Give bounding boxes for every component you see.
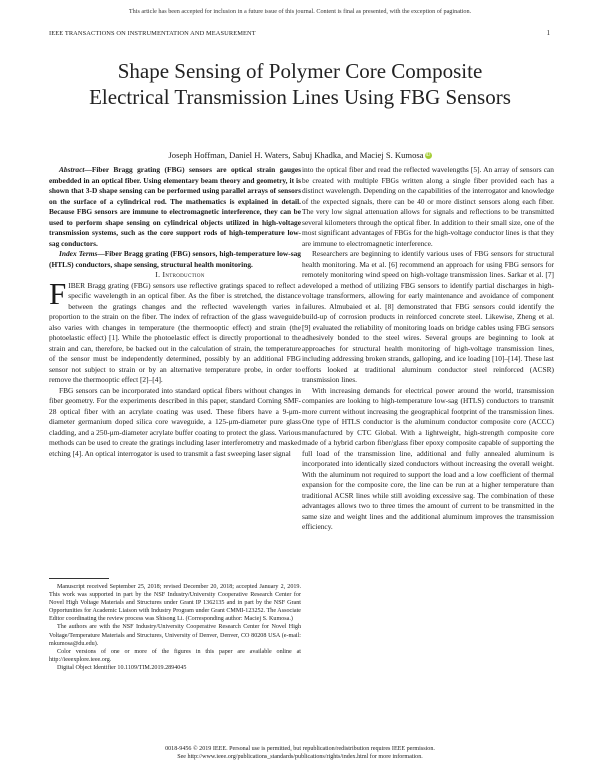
abstract-text: Fiber Bragg grating (FBG) sensors are optical strain gauges embedded in an optical fiber. Using elementary beam theory and geometry, it is shown that 3-D shape sensing can be performed using parallel arrays of sensors on the surface of a cylindrical rod. The mathematics is explained in detail. Because FBG sensors are immune to electromagnetic interference, they can be used to perform shape sensing on cylindrical objects utilized in high-voltage transmission systems, such as the core support rods of high-temperature low-sag conductors. (49, 165, 301, 248)
footnotes (49, 583, 301, 672)
copyright-footer (0, 745, 600, 761)
journal-name: IEEE TRANSACTIONS ON INSTRUMENTATION AND MEASUREMENT (49, 30, 256, 37)
acceptance-notice: This article has been accepted for inclusion in a future issue of this journal. Content is final as presented, with the exception of pagination. (128, 8, 472, 15)
drop-cap: F (49, 275, 67, 311)
right-paragraph-3: With increasing demands for electrical power around the world, transmission companies are looking to high-temperature low-sag (HTLS) conductors to transmit more current without increasing the geographical footprint of the transmission lines. One type of HTLS conductor is the aluminum conductor composite core (ACCC) manufactured by CTC Global. With a lightweight, high-strength composite core made of a hybrid carbon fiber/glass fiber epoxy composite capable of supporting the full load of the transmission line, additional and fully annealed aluminum is incorporated into identically sized conductors without increasing the overall weight. With the aluminum not required to support the load and a low coefficient of thermal expansion for the composite core, the line can be run at a higher temperature than traditional ACSR lines while still avoiding excessive sag. The combination of these advantages allows two to three times the amount of current to be transmitted in the same size and weight lines and the additional aluminum improves the transmission efficiency. (302, 385, 554, 531)
page-number: 1 (546, 30, 550, 37)
intro-p1-text: Bragg grating (FBG) sensors use reflective gratings spaced to reflect a specific wavelength in an optical fiber. As the fiber is stretched, the distance between the gratings changes and the reflected wavelength varies in proportion to the strain on the fiber. The index of refraction of the glass waveguide also varies with changes in temperature (the thermooptic effect) and strain (the photoelastic effect) [1]. While the photoelastic effect is directly proportional to the strain and can, therefore, be backed out in the calculation of strain, the temperature of the sensor must be independently determined, possibly by an additional FBG sensor not subject to strain or by an alternative temperature probe, in order to remove the thermooptic effect [2]–[4]. (49, 280, 301, 384)
rights-link-line: See http://www.ieee.org/publications_standards/publications/rights/index.html for more information. (177, 754, 423, 760)
author-list (40, 150, 560, 160)
right-paragraph-1: into the optical fiber and read the reflected wavelengths [5]. An array of sensors can be created with multiple FBGs written along a single fiber provided each has a distinct wavelength. Depending on the capabilities of the interrogator and knowledge of the expected signals, there can be 40 or more distinct sensors along each fiber. The very low signal attenuation allows for signals and reflections to be transmitted several kilometers through the optical fiber. In addition to their small size, one of the most significant advantages of FBGs for the high-voltage conductor lines is that they are immune to electromagnetic interference. (302, 165, 554, 248)
title-line-1: Shape Sensing of Polymer Core Composite (117, 59, 483, 83)
copyright-line: 0018-9456 © 2019 IEEE. Personal use is permitted, but republication/redistribution requires IEEE permission. (165, 746, 435, 752)
right-paragraph-2: Researchers are beginning to identify various uses of FBG sensors for structural health monitoring. Ma et al. [6] recommend an approach for using FBG sensors for remotely monitoring wind speed on high-voltage transmission lines. Sarkar et al. [7] developed a method of utilizing FBG sensors to identify partial discharges in high-voltage transformers, allowing for early maintenance and avoidance of component failures. Almubaied et al. [8] demonstrated that FBG sensors could identify the build-up of corrosion products in reinforced concrete steel. Likewise, Zheng et al. [9] evaluated the reliability of monitoring loads on bridge cables using FBG sensors adhesively bonded to the steel wires. Several groups are beginning to look at approaches for structural health monitoring of high-voltage transmission lines, including addressing broken strands, galloping, and ice loading [10]–[14]. These last efforts looked at traditional aluminum conductor steel reinforced (ACSR) transmission lines. (302, 249, 554, 384)
section-title: Introduction (162, 270, 205, 279)
right-column (302, 165, 554, 533)
authors-text: Joseph Hoffman, Daniel H. Waters, Sabuj Khadka, and Maciej S. Kumosa (168, 150, 424, 160)
footnote-color: Color versions of one or more of the figures in this paper are available online at http://ieeexplore.ieee.org. (49, 648, 301, 663)
footnote-rule (49, 578, 109, 579)
footnote-manuscript: Manuscript received September 25, 2018; revised December 20, 2018; accepted January 2, 2019. This work was supported in part by the NSF Industry/University Cooperative Research Center for Novel High Voltage Materials and Structures under Grant IP 1362135 and in part by the NSF Grant Opportunities for Academic Liaison with Industry Program under Grant CMMI-123252. The Associate Editor coordinating the review process was Shisong Li. (Corresponding author: Maciej S. Kumosa.) (49, 584, 301, 623)
index-terms-text: Fiber Bragg grating (FBG) sensors, high-temperature low-sag (HTLS) conductors, shape sensing, structural health monitoring. (49, 249, 301, 269)
first-word: IBER (68, 280, 86, 290)
footnote-doi: Digital Object Identifier 10.1109/TIM.2019.2894045 (57, 664, 187, 671)
footnote-affiliation: The authors are with the NSF Industry/University Cooperative Research Center for Novel High Voltage/Temperature Materials and Structures, University of Denver, Denver, CO 80208 USA (e-mail: mkumosa@du.edu). (49, 624, 301, 647)
title-line-2: Electrical Transmission Lines Using FBG Sensors (89, 85, 511, 109)
paper-title (40, 58, 560, 110)
index-terms-label: Index Terms— (59, 249, 105, 258)
index-terms (49, 249, 301, 270)
section-number: I. (155, 270, 161, 279)
intro-paragraph-2: FBG sensors can be incorporated into standard optical fibers without changes in fiber geometry. For the experiments described in this paper, standard Corning SMF-28 optical fiber with an acrylate coating was used. These fibers have a 9-μm-diameter germanium doped silica core waveguide, a 125-μm-diameter pure glass cladding, and a 250-μm-diameter acrylate buffer coating to protect the glass. Various methods can be used to create the gratings including laser interferometry and masked etching [4]. An optical interrogator is used to transmit a fast sweeping laser signal (49, 385, 302, 458)
section-heading (49, 270, 301, 281)
intro-paragraph-1 (49, 275, 301, 386)
left-column (49, 165, 301, 459)
abstract-label: Abstract— (59, 165, 92, 174)
abstract (49, 165, 301, 249)
orcid-icon[interactable]: iD (425, 152, 431, 158)
